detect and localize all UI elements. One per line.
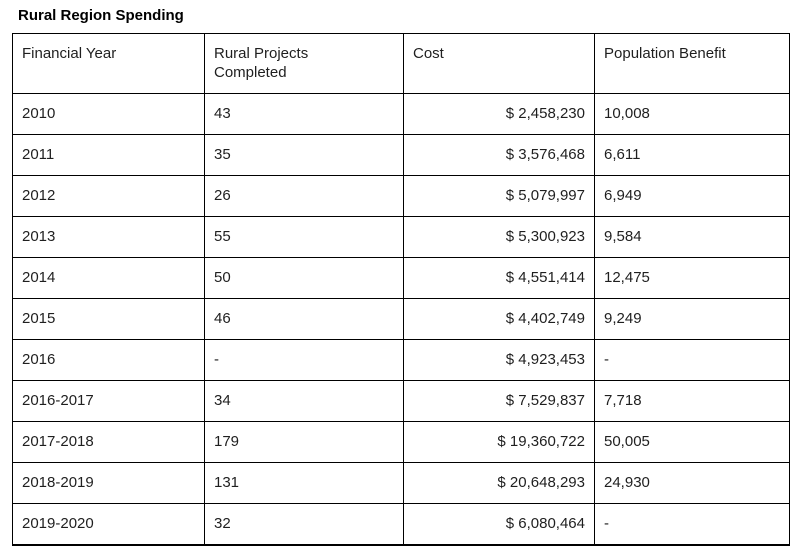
table-row-2014 <box>13 258 790 299</box>
cell-projects-completed: 50 <box>205 258 404 299</box>
cell-financial-year: 2011 <box>13 135 205 176</box>
column-header-label: Cost <box>413 45 444 62</box>
cell-population-benefit: - <box>595 504 790 546</box>
cell-financial-year: 2018-2019 <box>13 463 205 504</box>
cell-population-benefit: 12,475 <box>595 258 790 299</box>
cell-projects-completed: - <box>205 340 404 381</box>
cell-cost: $ 6,080,464 <box>404 504 595 546</box>
table-row-2017-2018 <box>13 422 790 463</box>
table-row-2012 <box>13 176 790 217</box>
cell-cost: $ 19,360,722 <box>404 422 595 463</box>
cell-projects-completed: 32 <box>205 504 404 546</box>
cell-projects-completed: 179 <box>205 422 404 463</box>
cell-financial-year: 2015 <box>13 299 205 340</box>
cell-cost: $ 4,551,414 <box>404 258 595 299</box>
cell-cost: $ 4,402,749 <box>404 299 595 340</box>
cell-financial-year: 2010 <box>13 94 205 135</box>
cell-projects-completed: 26 <box>205 176 404 217</box>
table-row-2016-2017 <box>13 381 790 422</box>
table-row-2018-2019 <box>13 463 790 504</box>
cell-cost: $ 20,648,293 <box>404 463 595 504</box>
cell-population-benefit: 50,005 <box>595 422 790 463</box>
cell-cost: $ 4,923,453 <box>404 340 595 381</box>
cell-financial-year: 2013 <box>13 217 205 258</box>
cell-population-benefit: - <box>595 340 790 381</box>
cell-population-benefit: 10,008 <box>595 94 790 135</box>
cell-population-benefit: 6,949 <box>595 176 790 217</box>
cell-financial-year: 2019-2020 <box>13 504 205 546</box>
cell-projects-completed: 46 <box>205 299 404 340</box>
header-row <box>13 34 790 94</box>
cell-population-benefit: 6,611 <box>595 135 790 176</box>
cell-cost: $ 2,458,230 <box>404 94 595 135</box>
table-row-2010 <box>13 94 790 135</box>
cell-population-benefit: 9,249 <box>595 299 790 340</box>
cell-cost: $ 3,576,468 <box>404 135 595 176</box>
cell-population-benefit: 9,584 <box>595 217 790 258</box>
rural-spending-table <box>12 33 790 546</box>
column-header-cost <box>404 34 595 94</box>
column-header-label: Financial Year <box>22 45 117 62</box>
table-row-2011 <box>13 135 790 176</box>
cell-cost: $ 7,529,837 <box>404 381 595 422</box>
cell-projects-completed: 131 <box>205 463 404 504</box>
table-row-2016 <box>13 340 790 381</box>
table-row-2013 <box>13 217 790 258</box>
column-header-financial-year <box>13 34 205 94</box>
cell-population-benefit: 24,930 <box>595 463 790 504</box>
cell-projects-completed: 43 <box>205 94 404 135</box>
cell-financial-year: 2017-2018 <box>13 422 205 463</box>
page-title: Rural Region Spending <box>18 7 184 24</box>
cell-financial-year: 2012 <box>13 176 205 217</box>
cell-financial-year: 2016 <box>13 340 205 381</box>
cell-projects-completed: 35 <box>205 135 404 176</box>
column-header-label: Rural Projects Completed <box>214 45 309 81</box>
cell-cost: $ 5,079,997 <box>404 176 595 217</box>
cell-financial-year: 2016-2017 <box>13 381 205 422</box>
column-header-rural-projects-completed <box>205 34 404 94</box>
cell-projects-completed: 34 <box>205 381 404 422</box>
cell-projects-completed: 55 <box>205 217 404 258</box>
cell-population-benefit: 7,718 <box>595 381 790 422</box>
cell-cost: $ 5,300,923 <box>404 217 595 258</box>
column-header-label: Population Benefit <box>604 45 726 62</box>
table-row-2015 <box>13 299 790 340</box>
cell-financial-year: 2014 <box>13 258 205 299</box>
table-row-2019-2020 <box>13 504 790 546</box>
column-header-population-benefit <box>595 34 790 94</box>
